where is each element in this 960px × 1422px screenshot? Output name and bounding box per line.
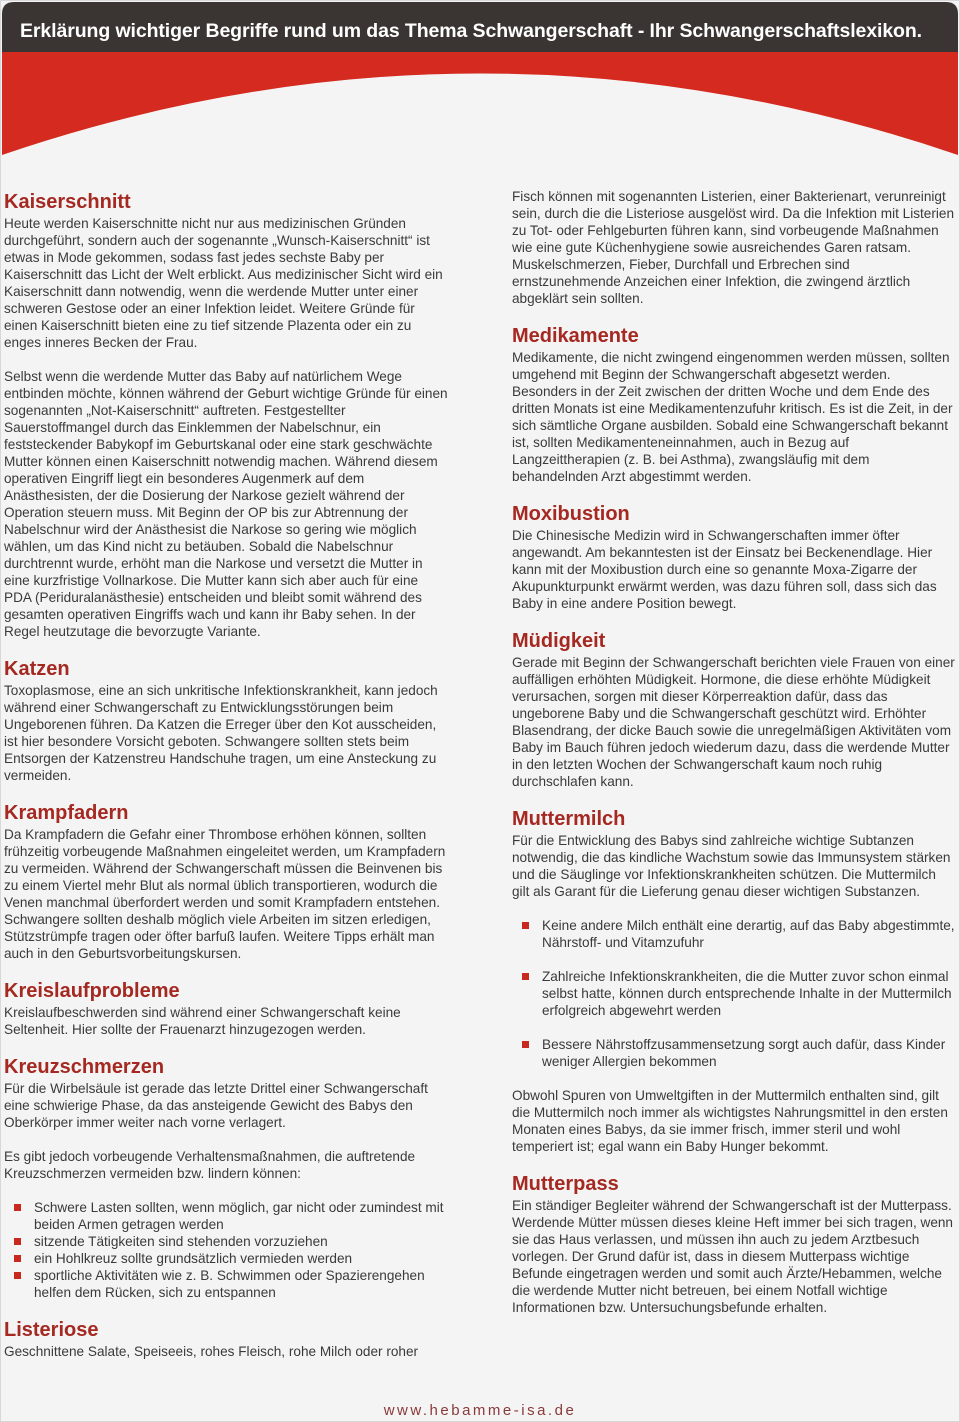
lexicon-entry	[512, 502, 956, 612]
entry-paragraph: Die Chinesische Medizin wird in Schwangerschaften immer öfter angewandt. Am bekanntesten ist der Einsatz bei Beckenendlage. Hier kann mit der Moxibustion durch eine so genannte Moxa-Zigarre der Akupunkturpunkt erwärmt werden, was dazu führen soll, dass sich das Baby in eine andere Position bewegt.	[512, 528, 937, 611]
entry-paragraph: Geschnittene Salate, Speiseeis, rohes Fleisch, rohe Milch oder roher	[4, 1344, 419, 1359]
lexicon-entry	[4, 1318, 448, 1360]
header-banner	[2, 2, 958, 157]
entry-heading: Müdigkeit	[512, 630, 606, 652]
entry-heading: Krampfadern	[4, 802, 129, 824]
entry-heading: Listeriose	[4, 1319, 99, 1341]
entry-heading: Kreislaufprobleme	[4, 980, 180, 1002]
page-title: Erklärung wichtiger Begriffe rund um das Thema Schwangerschaft - Ihr Schwangerschaftslexikon.	[20, 20, 923, 42]
entry-paragraph: Fisch können mit sogenannten Listerien, einer Bakterienart, verunreinigt sein, durch die die Listeriose ausgelöst wird. Da die Infektion mit Listerien zu Tot- oder Fehlgeburten führen kann, sind vorbeugende Maßnahmen wie eine gute Küchenhygiene sowie ausreichendes Garen ratsam. Muskelschmerzen, Fieber, Durchfall und Erbrechen sind ernstzunehmende Anzeichen einer Infektion, die zwingend ärztlich abgeklärt sein sollten.	[512, 189, 955, 306]
entry-paragraph: Selbst wenn die werdende Mutter das Baby auf natürlichem Wege entbinden möchte, können während der Geburt wichtige Gründe für einen sogenannten „Not-Kaiserschnitt“ auftreten. Festgestellter Sauerstoffmangel durch das Einklemmen der Nabelschnur, ein feststeckender Babykopf im Geburtskanal oder eine stark geschwächte Mutter können einen Kaiserschnitt notwendig machen. Während diesem operativen Eingriff liegt ein besonderes Augenmerk auf dem Anästhesisten, der die Dosierung der Narkose gezielt während der Operation steuern muss. Mit Beginn der OP bis zur Abtrennung der Nabelschnur wird der Anästhesist die Narkose so gering wie möglich wählen, um das Kind nicht zu betäuben. Sobald die Nabelschnur durchtrennt wurde, erhöht man die Narkose und versetzt die Mutter in eine kurzfristige Vollnarkose. Die Mutter kann sich aber auch für eine PDA (Periduralanästhesie) entscheiden und bleibt somit während des gesamten operativen Eingriffs wach und kann ihr Baby sehen. In der Regel heutzutage die bevorzugte Variante.	[4, 369, 448, 639]
entry-paragraph: Medikamente, die nicht zwingend eingenommen werden müssen, sollten umgehend mit Beginn der Schwangerschaft abgesetzt werden. Besonders in der Zeit zwischen der dritten Woche und dem Ende des dritten Monats ist eine Medikamentenzufuhr kritisch. Es ist die Zeit, in der sich sämtliche Organe ausbilden. Sobald eine Schwangerschaft bekannt ist, sollten Medikamenteneinnahmen, auch in Bezug auf Langzeittherapien (z. B. bei Asthma), zwangsläufig mit dem behandelnden Arzt abgestimmt werden.	[512, 350, 953, 484]
lexicon-entry	[512, 807, 956, 1155]
entry-heading: Kreuzschmerzen	[4, 1056, 165, 1078]
entry-heading: Mutterpass	[512, 1173, 619, 1195]
bullet-item: Keine andere Milch enthält eine derartig, auf das Baby abgestimmte, Nährstoff- und Vitamzufuhr	[512, 917, 956, 951]
lexicon-entry	[512, 629, 956, 790]
entry-heading: Medikamente	[512, 325, 639, 347]
entry-heading: Kaiserschnitt	[4, 191, 131, 213]
bullet-item: Bessere Nährstoffzusammensetzung sorgt auch dafür, dass Kinder weniger Allergien bekommen	[512, 1036, 956, 1070]
lexicon-entry	[4, 979, 448, 1038]
entry-paragraph: Kreislaufbeschwerden sind während einer Schwangerschaft keine Seltenheit. Hier sollte der Frauenarzt hinzugezogen werden.	[4, 1005, 401, 1037]
entry-paragraph: Für die Entwicklung des Babys sind zahlreiche wichtige Subtanzen notwendig, die das kindliche Wachstum sowie das Immunsystem stärken und die Säuglinge vor Infektionskrankheiten schützen. Die Muttermilch gilt als Garant für die Lieferung genau dieser wichtigen Substanzen.	[512, 833, 951, 899]
lexicon-entry	[4, 190, 448, 640]
entry-paragraph: Es gibt jedoch vorbeugende Verhaltensmaßnahmen, die auftretende Kreuzschmerzen vermeiden bzw. lindern können:	[4, 1149, 416, 1181]
right-column	[512, 188, 956, 1333]
lexicon-entry	[4, 657, 448, 784]
left-column	[4, 190, 448, 1377]
lexicon-entry	[512, 1172, 956, 1316]
bullet-item: sitzende Tätigkeiten sind stehenden vorzuziehen	[4, 1233, 448, 1250]
website-url[interactable]: www.hebamme-isa.de	[383, 1402, 577, 1419]
entry-paragraph: Da Krampfadern die Gefahr einer Thrombose erhöhen können, sollten frühzeitig vorbeugende Maßnahmen eingeleitet werden, um Krampfadern zu vermeiden. Während der Schwangerschaft müssen die Beinvenen bis zu einem Viertel mehr Blut als normal üblich transportieren, wodurch die Venen manchmal überfordert werden und somit Krampfadern entstehen. Schwangere sollten deshalb möglich viele Arbeiten im sitzen erledigen, Stützstrümpfe tragen oder öfter barfuß laufen. Weitere Tipps erhält man auch in den Geburtsvorbeitungskursen.	[4, 827, 446, 961]
bullet-item: Schwere Lasten sollten, wenn möglich, gar nicht oder zumindest mit beiden Armen getragen werden	[4, 1199, 448, 1233]
lexicon-entry	[4, 1055, 448, 1301]
bullet-item: Zahlreiche Infektionskrankheiten, die die Mutter zuvor schon einmal selbst hatte, können durch entsprechende Inhalte in der Muttermilch erfolgreich abgewehrt werden	[512, 968, 956, 1019]
entry-paragraph: Gerade mit Beginn der Schwangerschaft berichten viele Frauen von einer auffälligen erhöhten Müdigkeit. Hormone, die diese erhöhte Müdigkeit verursachen, sorgen mit dieser Körperreaktion dafür, dass das ungeborene Baby und die Schwangerschaft geschützt wird. Erhöhter Blasendrang, der dicke Bauch sowie die unregelmäßigen Aktivitäten vom Baby im Bauch führen jedoch wiederum dazu, dass die werdende Mutter in den letzten Wochen der Schwangerschaft kaum noch ruhig durchschlafen kann.	[512, 655, 955, 789]
entry-paragraph: Heute werden Kaiserschnitte nicht nur aus medizinischen Gründen durchgeführt, sondern auch der sogenannte „Wunsch-Kaiserschnitt“ ist etwas in Mode gekommen, sodass fast jedes sechste Baby per Kaiserschnitt das Licht der Welt erblickt. Aus medizinischer Sicht wird ein Kaiserschnitt dann notwendig, wenn die werdende Mutter unter einer schweren Gestose oder an einer Infektion leidet. Weitere Gründe für einen Kaiserschnitt bieten eine zu tief sitzende Plazenta oder ein zu enges inneres Becken der Frau.	[4, 216, 443, 350]
entry-paragraph: Ein ständiger Begleiter während der Schwangerschaft ist der Mutterpass. Werdende Mütter müssen dieses kleine Heft immer bei sich tragen, wenn sie das Haus verlassen, und müssen ihn auch zu jedem Arztbesuch vorlegen. Der Grund dafür ist, dass in diesem Mutterpass wichtige Befunde eingetragen werden und somit auch Ärzte/Hebammen, welche die werdende Mutter nicht betreuen, bei einem Notfall wichtige Informationen bzw. Untersuchungsbefunde erhalten.	[512, 1198, 953, 1315]
bullet-item: sportliche Aktivitäten wie z. B. Schwimmen oder Spazierengehen helfen dem Rücken, sich zu entspannen	[4, 1267, 448, 1301]
bullet-list	[512, 917, 956, 1070]
bullet-list	[4, 1199, 448, 1301]
entry-heading: Muttermilch	[512, 808, 626, 830]
entry-paragraph: Obwohl Spuren von Umweltgiften in der Muttermilch enthalten sind, gilt die Muttermilch noch immer als wichtigstes Nahrungsmittel in den ersten Monaten eines Babys, da sie immer frisch, immer steril und wohl temperiert ist; egal wann ein Baby Hunger bekommt.	[512, 1088, 948, 1154]
entry-heading: Katzen	[4, 658, 70, 680]
lexicon-entry	[512, 188, 956, 307]
entry-paragraph: Toxoplasmose, eine an sich unkritische Infektionskrankheit, kann jedoch während einer Schwangerschaft zu Entwicklungsstörungen beim Ungeborenen führen. Da Katzen die Erreger über den Kot ausscheiden, ist hier besondere Vorsicht geboten. Schwangere sollten stets beim Entsorgen der Katzenstreu Handschuhe tragen, um eine Ansteckung zu vermeiden.	[4, 683, 438, 783]
bullet-item: ein Hohlkreuz sollte grundsätzlich vermieden werden	[4, 1250, 448, 1267]
entry-paragraph: Für die Wirbelsäule ist gerade das letzte Drittel einer Schwangerschaft eine schwierige Phase, da das ansteigende Gewicht des Babys den Oberkörper immer weiter nach vorne verlagert.	[4, 1081, 428, 1130]
entry-heading: Moxibustion	[512, 503, 630, 525]
lexicon-entry	[512, 324, 956, 485]
lexicon-entry	[4, 801, 448, 962]
